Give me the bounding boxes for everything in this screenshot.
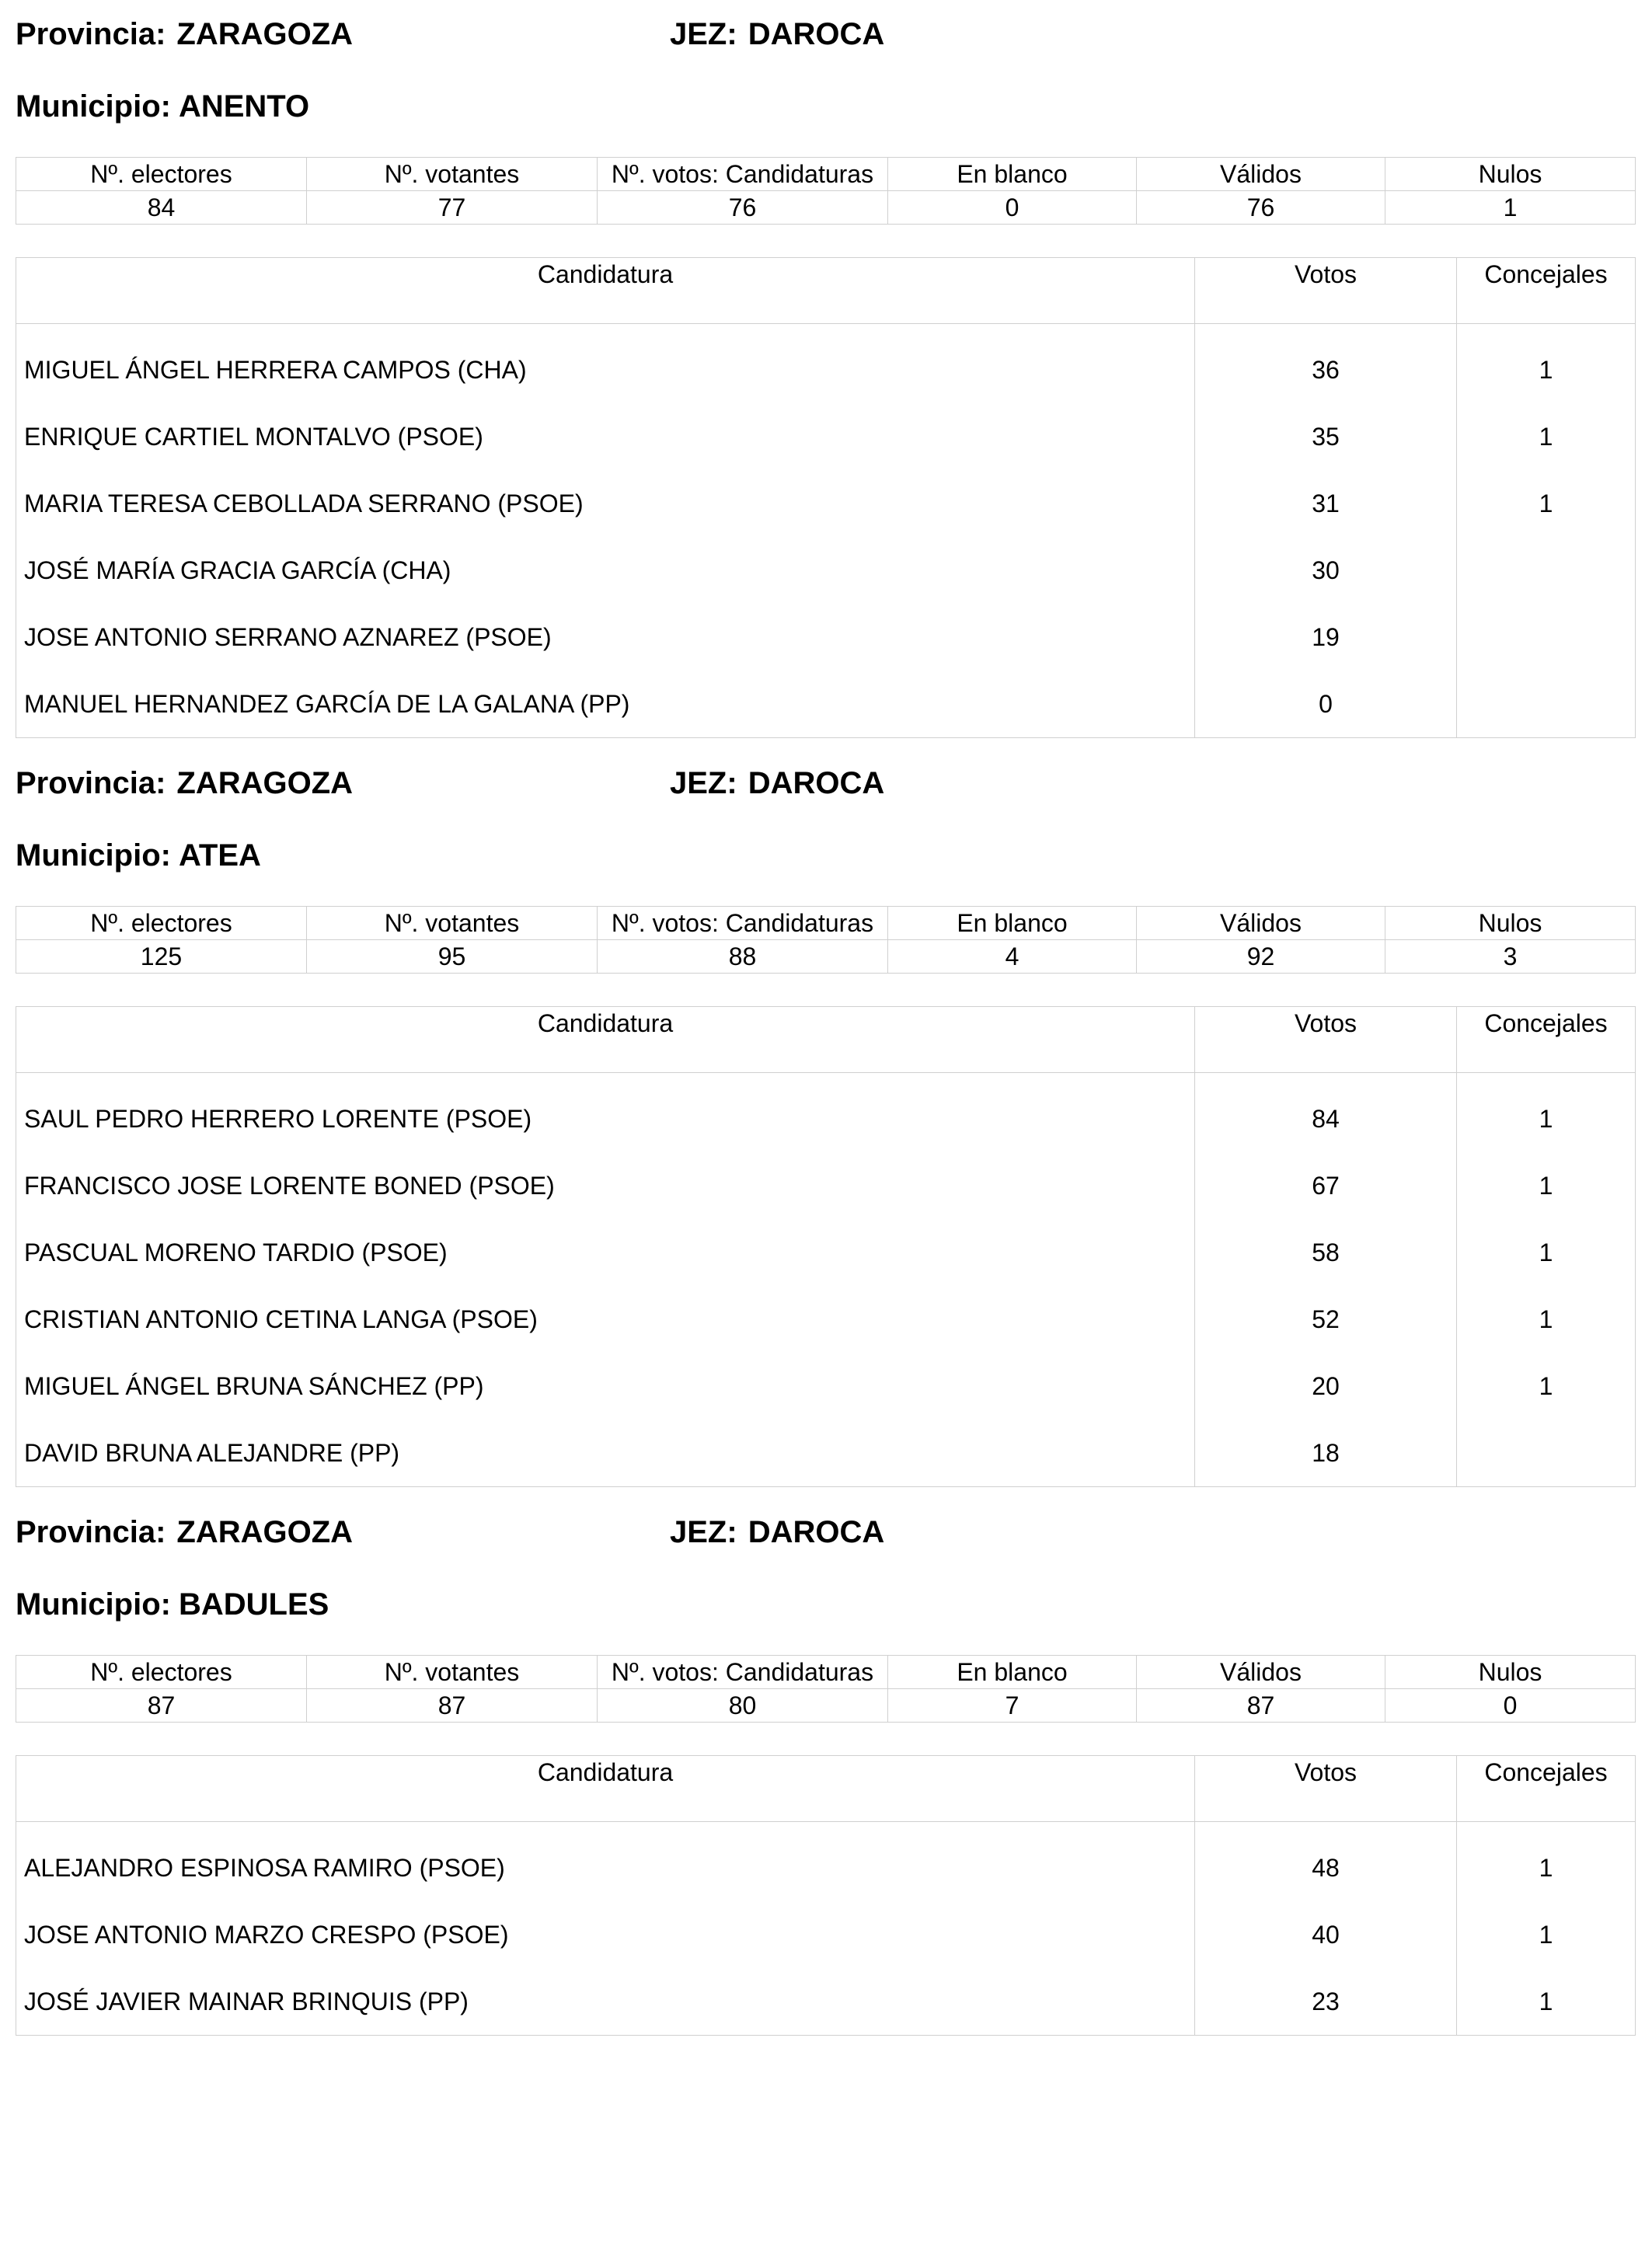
municipio-label: Municipio:	[16, 1587, 171, 1622]
candidate-votes: 67	[1195, 1152, 1457, 1219]
summary-header-cell: Válidos	[1137, 907, 1385, 940]
summary-header-row	[16, 907, 1636, 940]
provincia-header	[16, 16, 353, 53]
municipio-header	[16, 1586, 329, 1623]
provincia-value: ZARAGOZA	[176, 766, 354, 800]
spacer-cell	[16, 1822, 1195, 1835]
summary-header-cell: Nº. votos: Candidaturas	[598, 907, 888, 940]
summary-header-cell: Nº. votantes	[307, 907, 598, 940]
candidate-votes: 30	[1195, 537, 1457, 604]
candidates-table	[16, 1755, 1636, 2036]
votos-header: Votos	[1195, 258, 1457, 324]
jez-label: JEZ:	[670, 766, 737, 800]
summary-value-cell: 0	[1385, 1689, 1636, 1723]
candidate-name: ENRIQUE CARTIEL MONTALVO (PSOE)	[16, 403, 1195, 470]
jez-header	[670, 1514, 884, 1551]
candidate-votes: 84	[1195, 1085, 1457, 1152]
summary-header-cell: En blanco	[888, 158, 1137, 191]
candidate-votes: 35	[1195, 403, 1457, 470]
jez-value: DAROCA	[748, 766, 885, 800]
summary-header-cell: Nº. votos: Candidaturas	[598, 158, 888, 191]
jez-label: JEZ:	[670, 1515, 737, 1549]
table-row	[16, 1085, 1636, 1152]
provincia-label: Provincia:	[16, 766, 166, 800]
spacer-cell	[1195, 1822, 1457, 1835]
summary-table	[16, 157, 1636, 225]
municipio-label: Municipio:	[16, 838, 171, 873]
concejales-header: Concejales	[1457, 1756, 1636, 1822]
table-row	[16, 403, 1636, 470]
summary-header-cell: Válidos	[1137, 1656, 1385, 1689]
candidate-name: CRISTIAN ANTONIO CETINA LANGA (PSOE)	[16, 1286, 1195, 1353]
jez-header	[670, 16, 884, 53]
candidate-name: ALEJANDRO ESPINOSA RAMIRO (PSOE)	[16, 1834, 1195, 1901]
candidate-votes: 52	[1195, 1286, 1457, 1353]
municipio-value: ANENTO	[178, 89, 310, 124]
summary-header-cell: Nulos	[1385, 907, 1636, 940]
candidates-header-row	[16, 1756, 1636, 1822]
spacer-cell	[1195, 324, 1457, 337]
table-row	[16, 1834, 1636, 1901]
summary-value-cell: 84	[16, 191, 307, 225]
summary-value-cell: 1	[1385, 191, 1636, 225]
spacer-cell	[1457, 1073, 1636, 1086]
summary-value-cell: 125	[16, 940, 307, 974]
candidate-concejales	[1457, 537, 1636, 604]
candidate-votes: 40	[1195, 1901, 1457, 1968]
table-row	[16, 671, 1636, 738]
candidate-concejales: 1	[1457, 336, 1636, 403]
candidates-header-row	[16, 1007, 1636, 1073]
summary-value-cell: 3	[1385, 940, 1636, 974]
candidate-concejales	[1457, 604, 1636, 671]
candidates-table	[16, 1006, 1636, 1487]
summary-value-cell: 76	[1137, 191, 1385, 225]
provincia-value: ZARAGOZA	[176, 17, 354, 51]
candidate-concejales: 1	[1457, 470, 1636, 537]
summary-header-cell: Nº. votantes	[307, 158, 598, 191]
summary-value-cell: 88	[598, 940, 888, 974]
summary-value-row	[16, 1689, 1636, 1723]
candidate-name: PASCUAL MORENO TARDIO (PSOE)	[16, 1219, 1195, 1286]
summary-value-cell: 0	[888, 191, 1137, 225]
candidate-name: MIGUEL ÁNGEL HERRERA CAMPOS (CHA)	[16, 336, 1195, 403]
jez-value: DAROCA	[748, 17, 885, 51]
table-row	[16, 1152, 1636, 1219]
summary-table	[16, 1655, 1636, 1723]
concejales-header: Concejales	[1457, 1007, 1636, 1073]
spacer-cell	[16, 1073, 1195, 1086]
table-row	[16, 604, 1636, 671]
municipality-section	[0, 1498, 1652, 2247]
candidate-concejales	[1457, 671, 1636, 738]
summary-header-cell: En blanco	[888, 1656, 1137, 1689]
candidate-concejales: 1	[1457, 1152, 1636, 1219]
table-row	[16, 1968, 1636, 2036]
candidate-votes: 36	[1195, 336, 1457, 403]
summary-header-cell: En blanco	[888, 907, 1137, 940]
summary-value-cell: 87	[16, 1689, 307, 1723]
jez-header	[670, 765, 884, 802]
candidate-name: SAUL PEDRO HERRERO LORENTE (PSOE)	[16, 1085, 1195, 1152]
candidate-concejales: 1	[1457, 1219, 1636, 1286]
table-spacer-row	[16, 324, 1636, 337]
candidate-concejales: 1	[1457, 1834, 1636, 1901]
summary-header-row	[16, 1656, 1636, 1689]
candidate-name: JOSE ANTONIO MARZO CRESPO (PSOE)	[16, 1901, 1195, 1968]
candidate-concejales: 1	[1457, 1901, 1636, 1968]
summary-header-cell: Nº. electores	[16, 1656, 307, 1689]
candidate-votes: 31	[1195, 470, 1457, 537]
candidate-concejales: 1	[1457, 1968, 1636, 2036]
table-row	[16, 1901, 1636, 1968]
table-row	[16, 1286, 1636, 1353]
summary-header-cell: Nº. electores	[16, 907, 307, 940]
candidate-name: MIGUEL ÁNGEL BRUNA SÁNCHEZ (PP)	[16, 1353, 1195, 1420]
spacer-cell	[1457, 324, 1636, 337]
summary-value-cell: 92	[1137, 940, 1385, 974]
summary-value-cell: 7	[888, 1689, 1137, 1723]
table-row	[16, 537, 1636, 604]
table-row	[16, 1420, 1636, 1487]
provincia-value: ZARAGOZA	[176, 1515, 354, 1549]
candidate-votes: 48	[1195, 1834, 1457, 1901]
candidate-name: JOSE ANTONIO SERRANO AZNAREZ (PSOE)	[16, 604, 1195, 671]
summary-header-cell: Nº. electores	[16, 158, 307, 191]
candidate-name: MARIA TERESA CEBOLLADA SERRANO (PSOE)	[16, 470, 1195, 537]
spacer-cell	[1195, 1073, 1457, 1086]
table-row	[16, 336, 1636, 403]
votos-header: Votos	[1195, 1007, 1457, 1073]
summary-value-cell: 87	[1137, 1689, 1385, 1723]
provincia-label: Provincia:	[16, 17, 166, 51]
summary-header-row	[16, 158, 1636, 191]
candidatura-header: Candidatura	[16, 1007, 1195, 1073]
municipality-section	[0, 749, 1652, 1498]
spacer-cell	[16, 324, 1195, 337]
provincia-header	[16, 1514, 353, 1551]
provincia-header	[16, 765, 353, 802]
summary-value-cell: 76	[598, 191, 888, 225]
candidatura-header: Candidatura	[16, 1756, 1195, 1822]
summary-table	[16, 906, 1636, 974]
candidate-concejales	[1457, 1420, 1636, 1487]
table-spacer-row	[16, 1073, 1636, 1086]
candidate-votes: 19	[1195, 604, 1457, 671]
candidate-votes: 23	[1195, 1968, 1457, 2036]
summary-value-cell: 80	[598, 1689, 888, 1723]
candidate-name: JOSÉ MARÍA GRACIA GARCÍA (CHA)	[16, 537, 1195, 604]
provincia-label: Provincia:	[16, 1515, 166, 1549]
summary-value-cell: 4	[888, 940, 1137, 974]
candidate-votes: 18	[1195, 1420, 1457, 1487]
candidate-concejales: 1	[1457, 1085, 1636, 1152]
municipio-header	[16, 88, 309, 125]
summary-value-cell: 77	[307, 191, 598, 225]
candidates-header-row	[16, 258, 1636, 324]
candidate-name: MANUEL HERNANDEZ GARCÍA DE LA GALANA (PP)	[16, 671, 1195, 738]
candidate-votes: 0	[1195, 671, 1457, 738]
municipio-value: ATEA	[178, 838, 261, 873]
candidate-concejales: 1	[1457, 1353, 1636, 1420]
summary-value-row	[16, 940, 1636, 974]
table-spacer-row	[16, 1822, 1636, 1835]
summary-value-cell: 95	[307, 940, 598, 974]
candidatura-header: Candidatura	[16, 258, 1195, 324]
jez-label: JEZ:	[670, 17, 737, 51]
summary-header-cell: Nº. votantes	[307, 1656, 598, 1689]
concejales-header: Concejales	[1457, 258, 1636, 324]
municipio-header	[16, 837, 261, 874]
summary-value-row	[16, 191, 1636, 225]
candidate-name: JOSÉ JAVIER MAINAR BRINQUIS (PP)	[16, 1968, 1195, 2036]
summary-value-cell: 87	[307, 1689, 598, 1723]
summary-header-cell: Nulos	[1385, 1656, 1636, 1689]
table-row	[16, 1219, 1636, 1286]
summary-header-cell: Nulos	[1385, 158, 1636, 191]
candidate-name: DAVID BRUNA ALEJANDRE (PP)	[16, 1420, 1195, 1487]
summary-header-cell: Nº. votos: Candidaturas	[598, 1656, 888, 1689]
table-row	[16, 470, 1636, 537]
candidates-table	[16, 257, 1636, 738]
candidate-votes: 20	[1195, 1353, 1457, 1420]
municipio-label: Municipio:	[16, 89, 171, 124]
municipio-value: BADULES	[178, 1587, 329, 1622]
candidate-name: FRANCISCO JOSE LORENTE BONED (PSOE)	[16, 1152, 1195, 1219]
jez-value: DAROCA	[748, 1515, 885, 1549]
spacer-cell	[1457, 1822, 1636, 1835]
candidate-votes: 58	[1195, 1219, 1457, 1286]
table-row	[16, 1353, 1636, 1420]
candidate-concejales: 1	[1457, 1286, 1636, 1353]
municipality-section	[0, 0, 1652, 749]
candidate-concejales: 1	[1457, 403, 1636, 470]
votos-header: Votos	[1195, 1756, 1457, 1822]
summary-header-cell: Válidos	[1137, 158, 1385, 191]
